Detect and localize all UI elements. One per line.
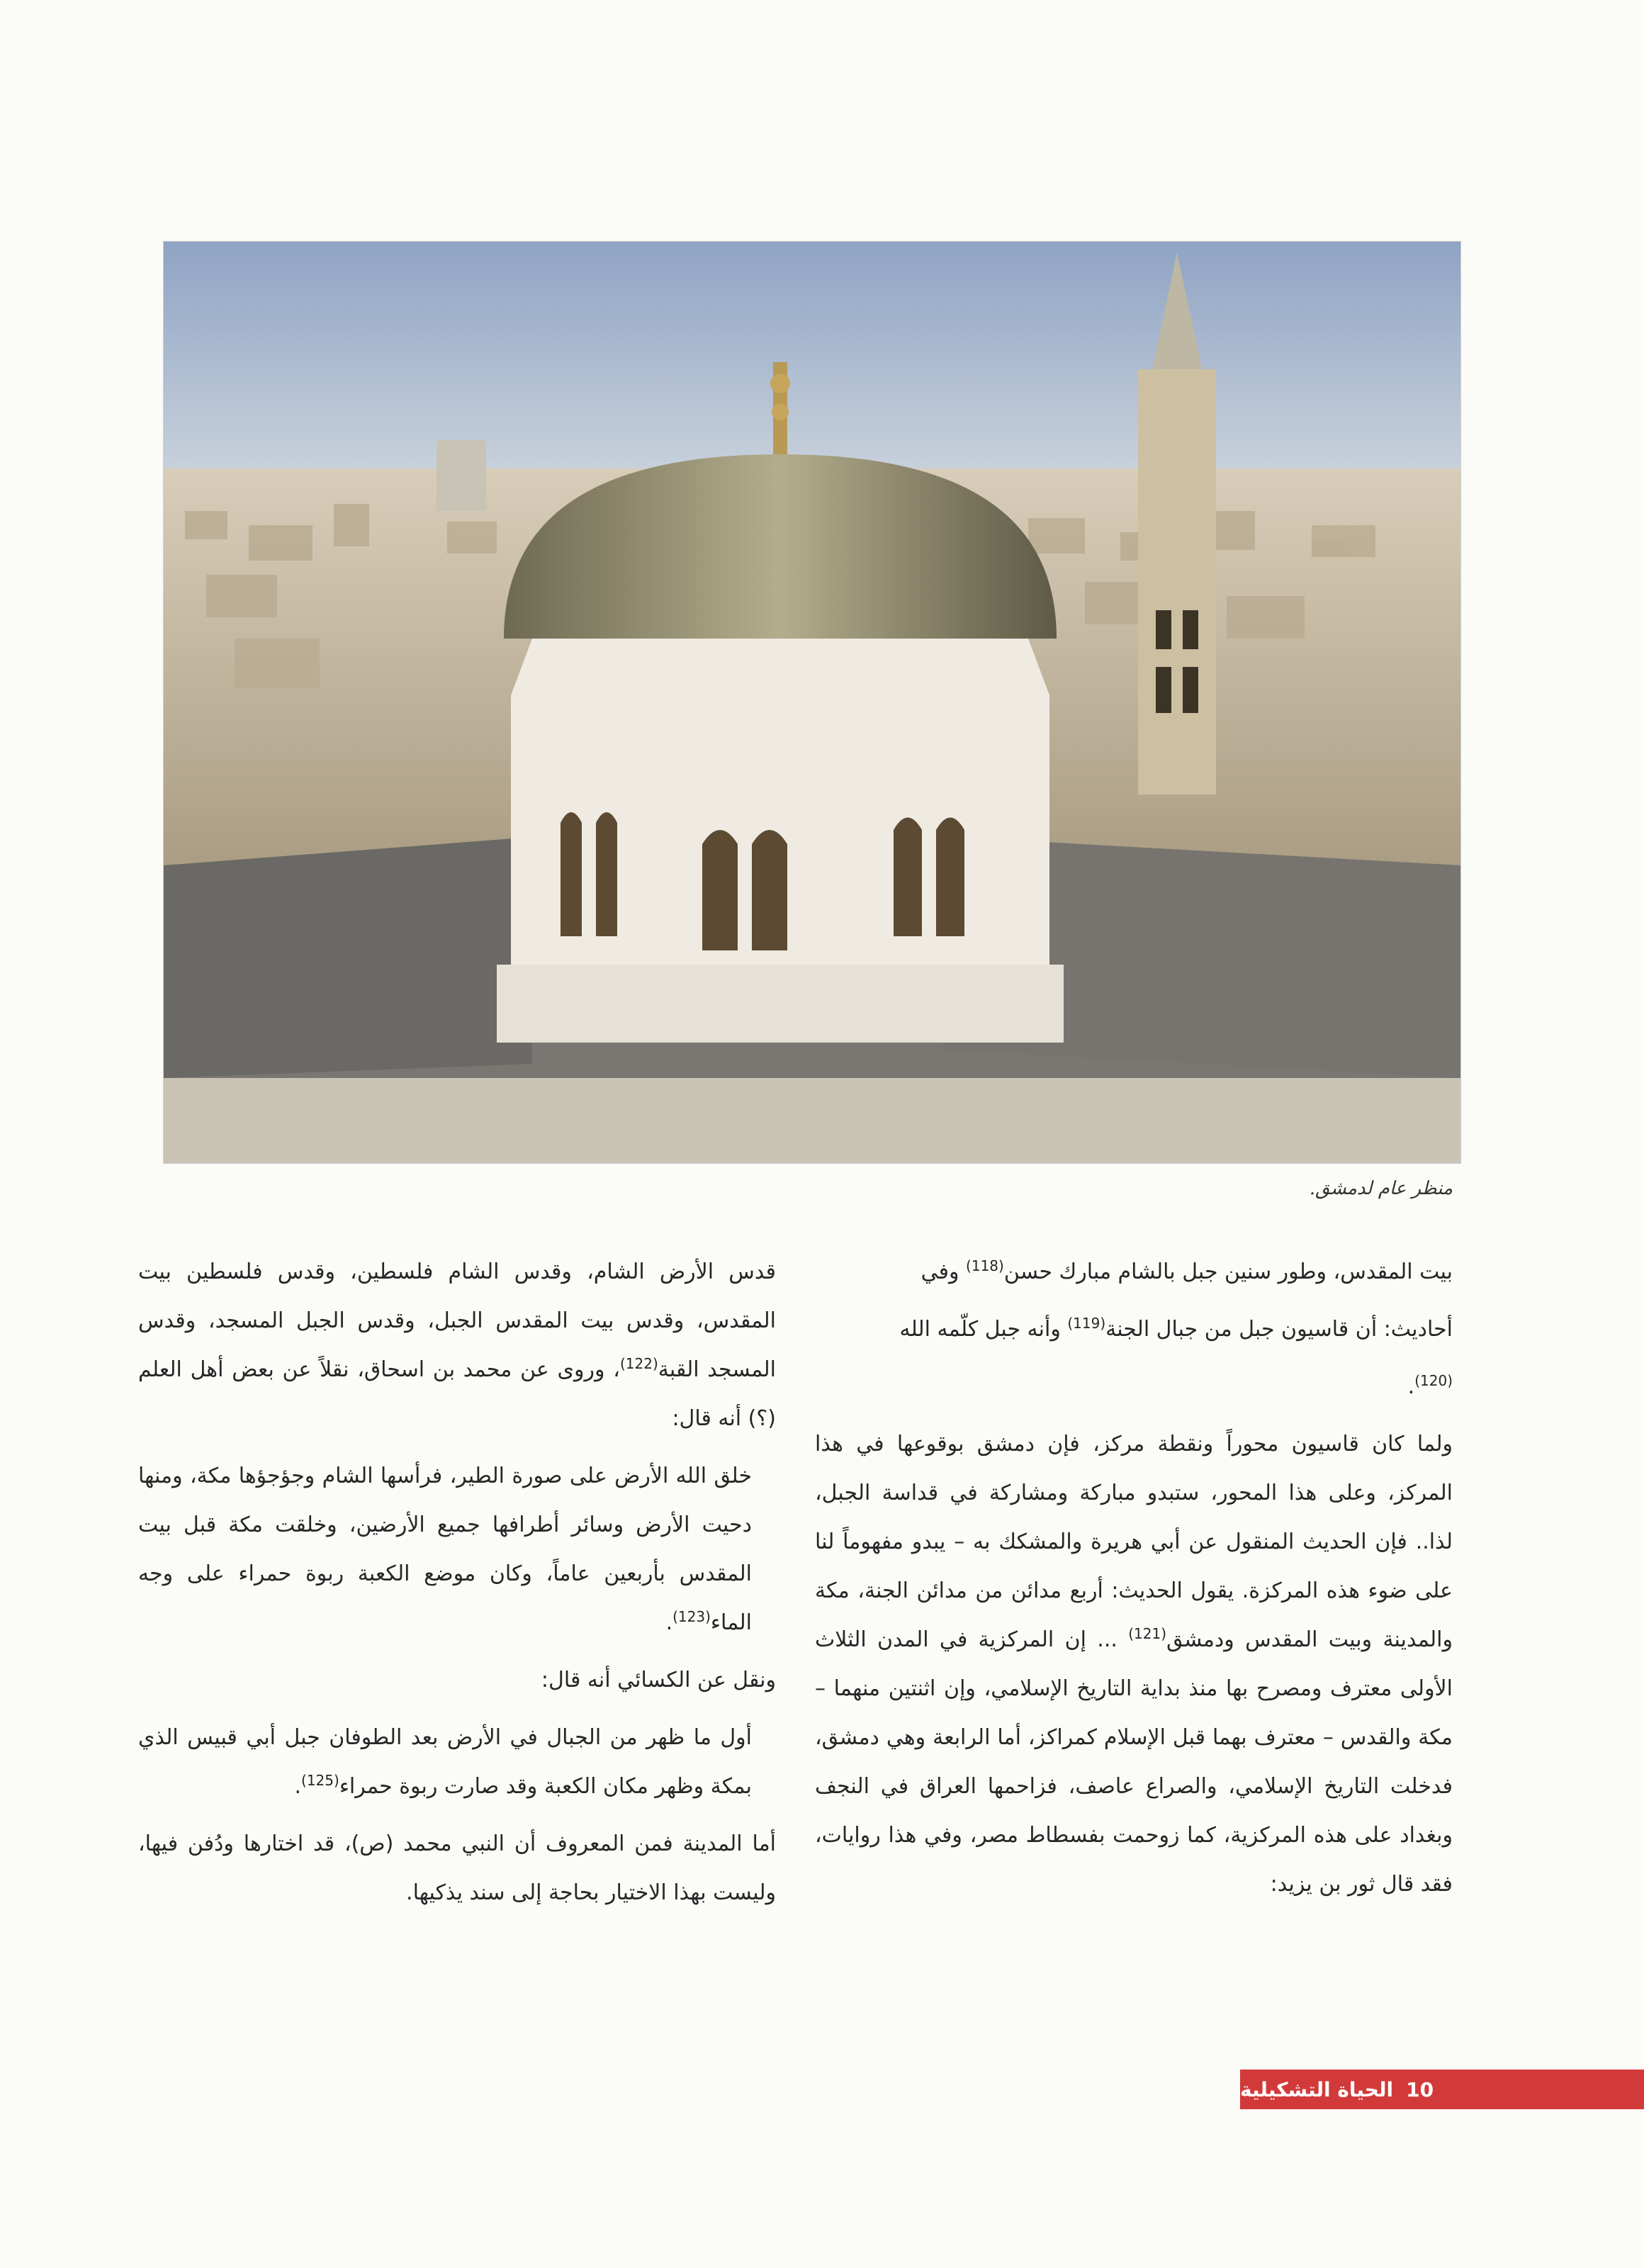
article-column-left xyxy=(138,1247,776,1926)
paragraph-text-after: . xyxy=(1407,1374,1415,1399)
footnote-ref: (118) xyxy=(966,1257,1004,1274)
footnote-ref: (120) xyxy=(1414,1372,1453,1389)
paragraph-text: أول ما ظهر من الجبال في الأرض بعد الطوفان جبل أبي قبيس الذي بمكة وظهر مكان الكعبة وقد صارت ربوة حمراء xyxy=(138,1725,752,1799)
footnote-ref: (125) xyxy=(301,1772,339,1789)
footnote-ref: (119) xyxy=(1067,1315,1106,1332)
damascus-panorama-photo xyxy=(163,241,1461,1164)
paragraph xyxy=(138,1819,776,1917)
photo-caption: منظر عام لدمشق. xyxy=(1309,1178,1453,1199)
paragraph-text-after: . xyxy=(294,1774,302,1799)
magazine-name: الحياة التشكيلية xyxy=(1240,2077,1394,2101)
footnote-ref: (123) xyxy=(672,1608,711,1625)
paragraph-text-after: . xyxy=(665,1610,673,1635)
paragraph-text-after: وفي xyxy=(920,1259,967,1284)
paragraph-text-after: ، وروى عن محمد بن اسحاق، نقلاً عن بعض أهل العلم (؟) أنه قال: xyxy=(138,1357,776,1431)
paragraph xyxy=(815,1420,1453,1909)
paragraph xyxy=(138,1713,776,1811)
paragraph-text: خلق الله الأرض على صورة الطير، فرأسها الشام وجؤجؤها مكة، ومنها دحيت الأرض وسائر أطرافها جميع الأرضين، وخلقت مكة قبل بيت المقدس بأربعين عاماً، وكان موضع الكعبة ربوة حمراء على وجه الماء xyxy=(138,1464,752,1635)
paragraph-text: قدس الأرض الشام، وقدس الشام فلسطين، وقدس فلسطين بيت المقدس، وقدس بيت المقدس الجبل، وقدس الجبل المسجد، وقدس المسجد القبة xyxy=(138,1259,776,1382)
paragraph xyxy=(815,1305,1453,1354)
umayyad-mosque-dome-image xyxy=(164,242,1460,1163)
footnote-ref: (122) xyxy=(619,1355,658,1372)
footnote-ref: (121) xyxy=(1128,1625,1167,1642)
page-number: 10 xyxy=(1406,2077,1434,2101)
paragraph xyxy=(138,1247,776,1443)
paragraph-text-after: وأنه جبل كلّمه الله xyxy=(899,1317,1068,1342)
paragraph-text-after: ... إن المركزية في المدن الثلاث الأولى معترف ومصرح بها منذ بداية التاريخ الإسلامي، وإن اثنتين منهما – مكة والقدس – معترف بهما قبل الإسلام كمراكز، أما الرابعة وهي دمشق، فدخلت التاريخ الإسلامي، والصراع عاصف، فزاحمها العراق في النجف وبغداد على هذه المركزية، كما زوحمت بفسطاط مصر، وفي هذا روايات، فقد قال ثور بن يزيد: xyxy=(815,1627,1453,1897)
paragraph xyxy=(815,1362,1453,1411)
paragraph xyxy=(138,1656,776,1705)
article-column-right xyxy=(815,1247,1453,1917)
paragraph-text: ولما كان قاسيون محوراً ونقطة مركز، فإن دمشق بوقوعها في هذا المركز، وعلى هذا المحور، ستبدو مباركة ومشاركة في قداسة الجبل، لذا.. فإن الحديث المنقول عن أبي هريرة والمشكك به – يبدو مفهوماً لنا على ضوء هذه المركزة. يقول الحديث: أربع مدائن من مدائن الجنة، مكة والمدينة وبيت المقدس ودمشق xyxy=(815,1432,1453,1652)
paragraph-text: أما المدينة فمن المعروف أن النبي محمد (ص)، قد اختارها ودُفن فيها، وليست بهذا الاختيار بحاجة إلى سند يذكيها. xyxy=(138,1831,776,1905)
paragraph xyxy=(815,1247,1453,1296)
paragraph xyxy=(138,1452,776,1647)
paragraph-text: أحاديث: أن قاسيون جبل من جبال الجنة xyxy=(1105,1317,1453,1342)
paragraph-text: بيت المقدس، وطور سنين جبل بالشام مبارك حسن xyxy=(1003,1259,1453,1284)
page-footer xyxy=(1240,2070,1644,2109)
paragraph-text: ونقل عن الكسائي أنه قال: xyxy=(541,1668,776,1692)
